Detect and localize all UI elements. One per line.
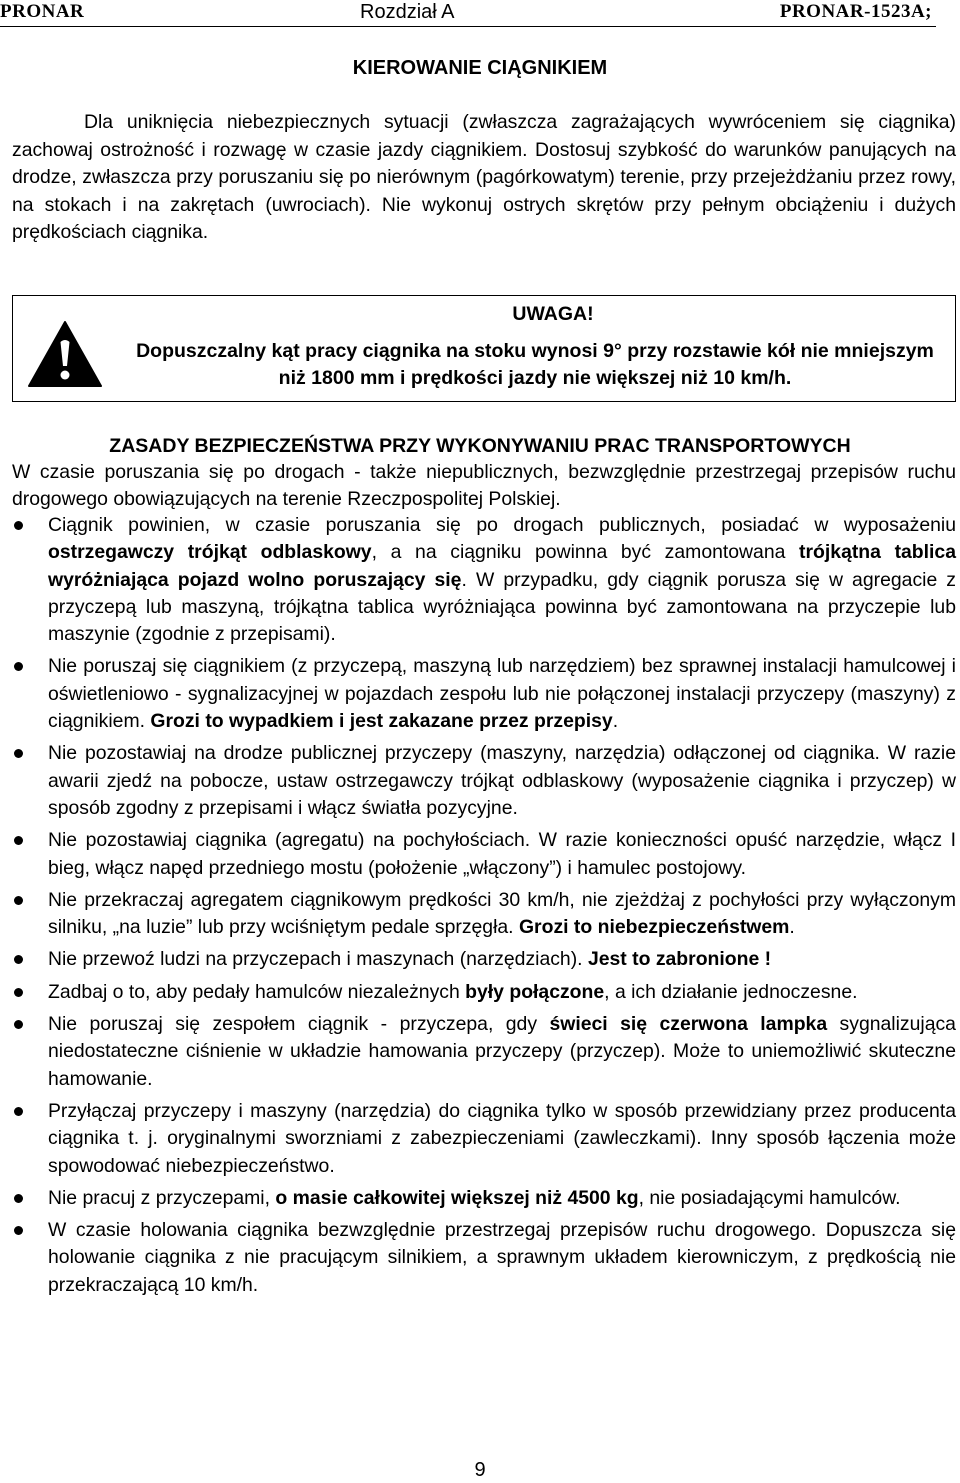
page-header [0,0,936,27]
intro-text: Dla uniknięcia niebezpiecznych sytuacji (zwłaszcza zagrażających wywróceniem się ciągnika) zachowaj ostrożność i rozwagę w czasie jazdy ciągnikiem. Dostosuj szybkość do warunków panujących na drodze, zwłaszcza przy poruszaniu się po nierównym (pagórkowatym) terenie, przy przejeżdżaniu przez rowy, na stokach i na zakrętach (uwrociach). Nie wykonuj ostrych skrętów przy pełnym obciążeniu i dużych prędkościach ciągnika. [12,111,956,243]
list-item [0,946,956,973]
bullet-icon [14,988,23,997]
header-model: PRONAR-1523A; [779,1,932,22]
header-chapter: Rozdział A [360,1,455,23]
item-text: sygnalizująca niedostateczne ciśnienie w układzie hamowania przyczepy (przyczep). Może to uniemożliwić skuteczne hamowanie. [48,1013,956,1090]
page-number: 9 [474,1459,486,1481]
item-text: Ciągnik powinien, w czasie poruszania się po drogach publicznych, posiadać w wyposażeniu [48,514,956,536]
item-text: Nie poruszaj się zespołem ciągnik - przyczepa, gdy [48,1013,550,1036]
warning-triangle-icon [27,320,103,388]
emphasis-text: Grozi to niebezpieczeństwem [518,916,790,939]
bullet-icon [14,1107,23,1116]
item-text: W czasie holowania ciągnika bezwzględnie przestrzegaj przepisów ruchu drogowego. Dopuszcza się holowanie ciągnika z nie pracującym silnikiem, a sprawnym układem kierowniczym, z prędkością nie przekraczającą 10 km/h. [48,1219,956,1296]
item-text: Nie pozostawiaj ciągnika (agregatu) na pochyłościach. W razie konieczności opuść narzędzie, włącz I bieg, włącz napęd przedniego mostu (położenie „włączony”) i hamulec postojowy. [48,829,956,879]
list-item [0,887,956,942]
item-text: , a ich działanie jednoczesne. [604,980,858,1003]
warning-title: UWAGA! [512,303,594,325]
emphasis-text: Jest to zabronione ! [587,948,772,971]
emphasis-text: Grozi to wypadkiem i jest zakazane przez przepisy [150,710,613,733]
item-text: , nie posiadającymi hamulców. [638,1186,901,1209]
list-item [0,1185,956,1212]
intro-paragraph [12,109,956,247]
list-item [0,979,956,1006]
bullet-icon [14,521,23,530]
item-text: Nie poruszaj się ciągnikiem (z przyczepą, maszyną lub narzędziem) bez sprawnej instalacji hamulcowej i oświetleniowo - sygnalizacyjnej w pojazdach zespołu lub nie połączonej instalacji przyczepy (maszyny) z ciągnikiem. [48,655,956,733]
page-title: KIEROWANIE CIĄGNIKIEM [352,57,608,79]
section-title: ZASADY BEZPIECZEŃSTWA PRZY WYKONYWANIU PRAC TRANSPORTOWYCH [109,435,851,457]
item-text: , a na ciągniku powinna być zamontowana [371,541,800,564]
bullet-icon [14,1194,23,1203]
item-text: . [612,710,619,733]
item-text: Nie przewoź ludzi na przyczepach i maszynach (narzędziach). [48,948,588,971]
bullet-icon [14,1020,23,1029]
list-item [0,653,956,735]
emphasis-text: świeci się czerwona lampka [549,1013,828,1036]
safety-rules-list [0,512,960,1304]
item-text: . [789,916,795,939]
list-item [0,827,956,882]
item-text: Zadbaj o to, aby pedały hamulców niezależnych [48,980,466,1003]
item-text: Nie pozostawiaj na drodze publicznej przyczepy (maszyny, narzędzia) odłączonej od ciągnika. W razie awarii zjedź na pobocze, ustaw ostrzegawczy trójkąt odblaskowy (wyposażenie ciągnika i przyczep) w sposób zgodny z przepisami i włącz światła pozycyjne. [48,742,956,819]
list-item [0,1011,956,1093]
item-text: Przyłączaj przyczepy i maszyny (narzędzia) do ciągnika tylko w sposób przewidziany przez producenta ciągnika t. j. oryginalnymi sworzniami z zabezpieczeniami (zawleczkami). Inny sposób łączenia może spowodować niebezpieczeństwo. [48,1099,956,1177]
warning-box [12,295,956,402]
list-item [0,1217,956,1299]
list-item [0,1098,956,1180]
bullet-icon [14,836,23,845]
item-text: . W przypadku, gdy ciągnik porusza się w agregacie z przyczepą lub maszyną, trójkątna tablica wyróżniająca powinna być zamontowana na przyczepie lub maszynie (zgodnie z przepisami). [48,568,957,646]
item-text: Nie pracuj z przyczepami, [48,1186,276,1209]
list-item [0,740,956,822]
bullet-icon [14,749,23,758]
emphasis-text: o masie całkowitej większej niż 4500 kg [275,1186,639,1209]
header-brand: PRONAR [0,1,85,22]
list-item [0,512,956,648]
bullet-icon [14,955,23,964]
warning-text: Dopuszczalny kąt pracy ciągnika na stoku wynosi 9° przy rozstawie kół nie mniejszym niż 1800 mm i prędkości jazdy nie większej niż 10 km/h. [136,340,934,389]
bullet-icon [14,662,23,671]
section-intro: W czasie poruszania się po drogach - także niepublicznych, bezwzględnie przestrzegaj przepisów ruchu drogowego obowiązujących na terenie Rzeczpospolitej Polskiej. [12,461,956,511]
bullet-icon [14,896,23,905]
emphasis-text: były połączone [465,980,605,1003]
item-text: Nie przekraczaj agregatem ciągnikowym prędkości 30 km/h, nie zjeżdżaj z pochyłości przy wyłączonym silniku, „na luzie” lub przy wciśniętym pedale sprzęgła. [48,888,956,939]
bullet-icon [14,1226,23,1235]
emphasis-text: trójkątna tablica wyróżniająca pojazd wolno poruszający się [48,541,956,591]
emphasis-text: ostrzegawczy trójkąt odblaskowy [48,541,372,564]
